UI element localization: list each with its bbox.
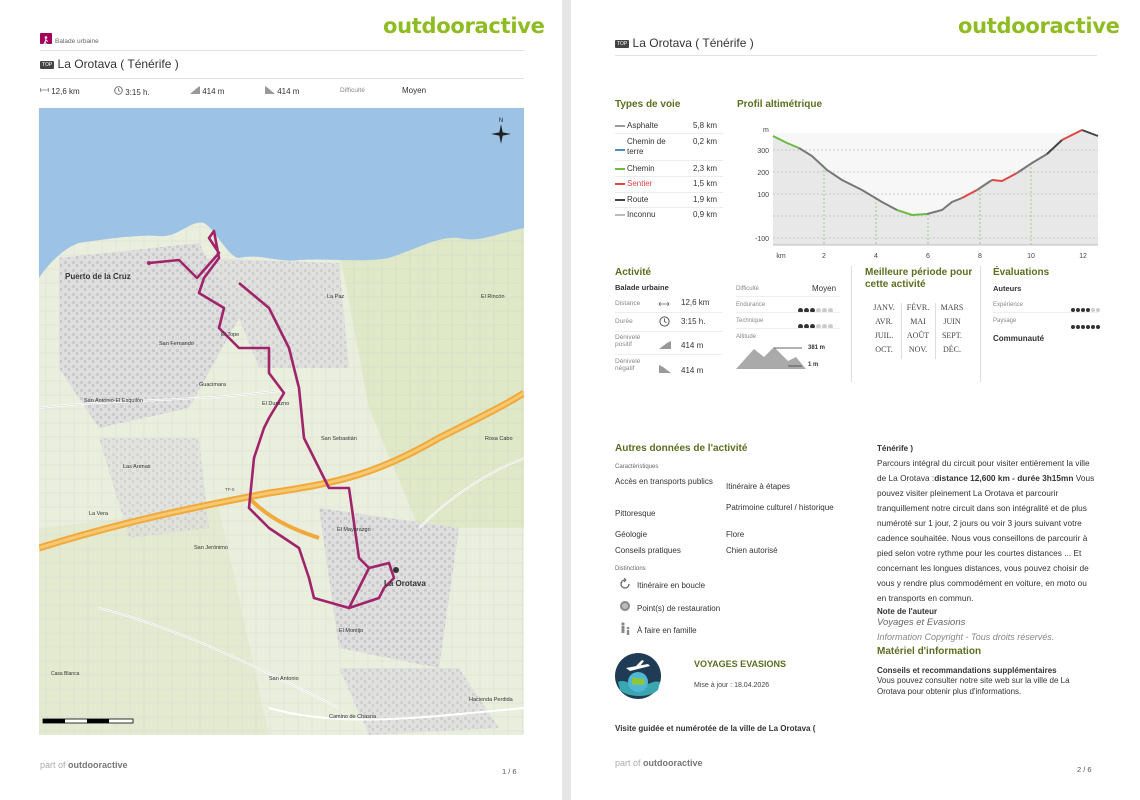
x-tick: 8 [978,253,982,260]
page-title [615,36,754,50]
way-type-swatch [615,149,625,151]
distinction-item: Itinéraire en boucle [637,581,706,590]
technique-level [798,316,834,334]
x-tick: 4 [874,253,878,260]
family-icon [619,622,631,636]
x-tick: 2 [822,253,826,260]
author-name[interactable]: VOYAGES EVASIONS [694,659,787,669]
distinction-item: À faire en famille [637,626,697,635]
best-season-title: Meilleure période pour cette activité [865,267,973,290]
stat-distance: 12,6 km [40,86,80,96]
map-label: San Fernando [159,341,194,347]
distance-icon [40,86,49,94]
map-canvas [39,108,524,735]
way-type-swatch [615,168,625,170]
footer: part of outdooractive [40,760,128,770]
distinction-item: Point(s) de restauration [637,604,721,613]
y-tick: 200 [757,170,769,177]
y-tick: 100 [757,192,769,199]
way-type-swatch [615,183,625,185]
ratings-authors: Auteurs [993,284,1022,293]
material-title: Matériel d'information [877,646,982,657]
characteristics-list [615,477,837,562]
characteristic-item: Géologie [615,530,648,539]
map-label: Rosa Cabo [485,436,513,442]
page-1 [0,0,562,800]
difficulty-value: Moyen [402,86,427,95]
stat-descent: 414 m [265,86,299,96]
stat-duration: 3:15 h. [114,86,150,97]
x-tick: 6 [926,253,930,260]
map-label: El Rincón [481,294,505,300]
way-type-swatch [615,125,625,127]
page-title [40,57,179,71]
page-number: 2 / 6 [1077,765,1092,774]
characteristic-item: Patrimoine culturel / historique [726,503,834,512]
advice-text: Vous pouvez consulter notre site web sur la ville de La Orotava pour obtenir plus d'informations. [877,676,1070,696]
description-text: Parcours intégral du circuit pour visiter entièrement la ville de La Orotava :distance 12,600 km - durée 3h15mn Vous pouvez visiter pleinement La Orotava et parcourir tranquillement notre circuit dans son intégralité et de plus numéroté sur 1 jour, 2 jours ou voir 3 jours suivant votre cadence souhaitée. Nous vous conseillons de parcourir à pied selon votre rythme pour les courtes distances ... Et concernant les longues distances, vous pouvez choisir de vous y rendre plus commodément en voiture, en moto ou en transports en commun. [877,458,1095,603]
elevation-profile [737,118,1101,263]
y-tick: -100 [754,236,769,243]
map-label: Guacimara [199,382,226,388]
characteristics-label: Caractéristiques [615,464,659,470]
y-tick: 300 [757,148,769,155]
best-season-months: JANV. FÉVR. MARS AVR. MAI JUIN JUIL. AOÛT SEPT. OCT. NOV. DÉC. [869,303,979,363]
top-badge: TOP [42,61,53,68]
restaurant-icon [618,600,632,612]
top-badge: TOP [617,40,628,47]
difficulty-label: Difficulté [340,87,365,94]
copyright: Information Copyright - Tous droits réservés. [877,632,1055,642]
map-label: San Jerónimo [194,545,228,551]
map-label: Camino de Chasna [329,714,377,720]
page-2 [571,0,1140,800]
author-avatar[interactable] [614,652,662,700]
characteristic-item: Pittoresque [615,509,656,518]
author-note-label: Note de l'auteur [877,607,938,616]
x-tick: 10 [1027,253,1035,260]
activity-type: Balade urbaine [615,283,669,292]
page-number: 1 / 6 [502,767,517,776]
descent-icon [265,86,275,94]
y-unit: m [763,127,769,134]
footer-brand: outdooractive [643,758,703,768]
landscape-label: Paysage [993,318,1017,324]
title-text: La Orotava ( Ténérife ) [57,57,179,71]
map-label: La Orotava [384,579,426,588]
stat-ascent: 414 m [190,86,224,96]
map-label: Casa Blanca [51,671,80,677]
x-tick: 12 [1079,253,1087,260]
author-updated: Mise à jour : 18.04.2026 [694,682,770,689]
characteristic-item: Conseils pratiques [615,546,681,555]
route-map[interactable] [39,108,524,735]
map-label: La Paz [327,294,345,300]
map-label: San Antonio [269,676,299,682]
altitude-mountain-icon [736,345,806,369]
clock-icon [659,316,670,327]
x-unit: km [776,253,786,260]
way-types-list: Asphalte 5,8 km Chemin de terre 0,2 km Chemin 2,3 km Sentier 1,5 km Route 1,9 km Inconnu 0,9 km [615,118,725,228]
ascent-icon [190,86,200,94]
way-type-swatch [615,214,625,216]
ratings-community: Communauté [993,334,1045,343]
ratings-title: Évaluations [993,267,1050,278]
author-note-name: Voyages et Evasions [877,617,966,628]
characteristic-item: Accès en transports publics [615,477,713,486]
landscape-level [1071,316,1101,334]
map-label: El Tope [221,332,240,338]
characteristic-item: Chien autorisé [726,546,778,555]
footer-brand: outdooractive [68,760,128,770]
other-data-title: Autres données de l'activité [615,443,748,454]
brand-logo: outdooractive [383,14,545,38]
activity-difficulty: Difficulté Moyen Endurance Technique Altitude 381 m 1 m [736,283,841,378]
brand-logo: outdooractive [958,14,1120,38]
guide-title: Visite guidée et numérotée de la ville de La Orotava ( [615,724,816,733]
profile-title: Profil altimétrique [737,99,823,110]
map-label: Puerto de la Cruz [65,272,131,281]
category-label: Balade urbaine [55,38,99,45]
map-label: El Durazno [262,401,290,407]
map-label: San Sebastián [321,436,357,442]
svg-text:N: N [498,118,504,124]
distinctions-label: Distinctions [615,566,646,572]
activity-title: Activité [615,267,652,278]
map-label: El Mayorazgo [337,527,371,533]
characteristic-item: Flore [726,530,745,539]
walk-category-icon [40,33,52,44]
characteristic-item: Itinéraire à étapes [726,482,791,491]
distinctions-list [615,578,835,648]
way-type-swatch [615,199,625,201]
map-label: La Vera [89,511,108,517]
descent-icon [659,365,671,373]
description-column [877,444,1097,744]
title-continued: Ténérife ) [877,444,914,453]
map-label: TF-5 [225,487,235,492]
way-types-title: Types de voie [615,99,681,110]
map-label: El Montijo [339,628,364,634]
stats-row [40,86,524,98]
distance-icon [659,301,669,307]
clock-icon [114,86,123,95]
map-label: Hacienda Perdida [469,697,513,703]
advice-title: Conseils et recommandations supplémentaires [877,666,1057,675]
ascent-icon [659,341,671,349]
activity-stats: Distance 12,6 km Durée 3:15 h. Dénivelé positif 414 m Dénivelé négatif 414 m [615,296,725,381]
loop-icon [619,578,631,590]
experience-label: Expérience [993,302,1024,308]
title-text: La Orotava ( Ténérife ) [632,36,754,50]
map-label: San Antonio-El Esquilón [84,398,144,404]
map-label: Las Arenas [123,464,151,470]
footer: part of outdooractive [615,758,703,768]
experience-level [1071,299,1101,317]
